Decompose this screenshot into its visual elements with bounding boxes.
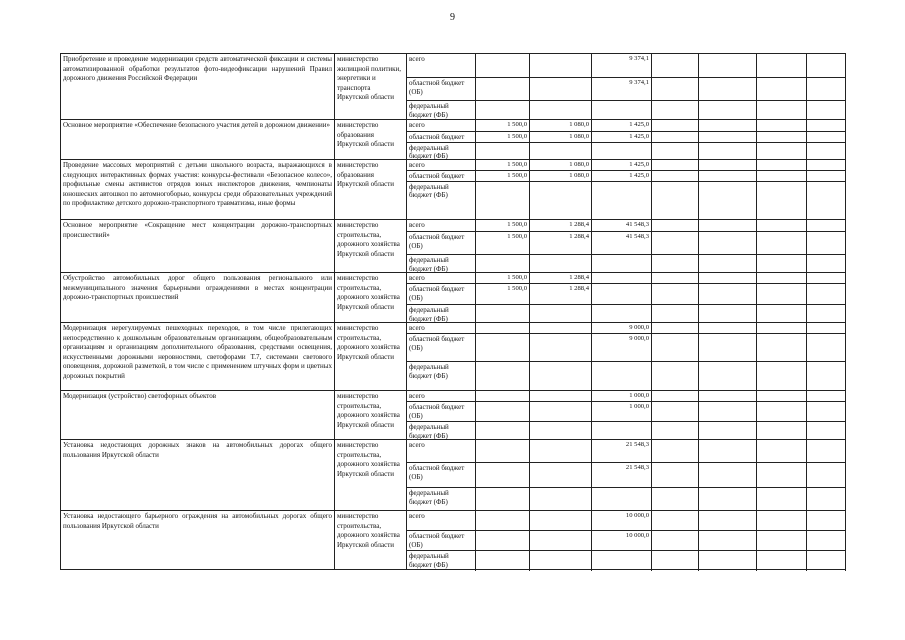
- empty-cell: [807, 531, 846, 550]
- empty-cell: [757, 391, 807, 401]
- value-cell: [592, 143, 652, 162]
- funding-row: [407, 488, 846, 512]
- empty-cell: [699, 232, 757, 254]
- executor-name: министерство строительства, дорожного хозяйства Иркутской области: [335, 440, 407, 510]
- value-cell: [530, 362, 592, 392]
- empty-cell: [699, 171, 757, 181]
- value-cell: [476, 78, 530, 100]
- value-cell: 1 500,0: [476, 132, 530, 142]
- empty-cell: [699, 284, 757, 304]
- funding-rows: [407, 120, 846, 159]
- measure-name: Модернизация (устройство) светофорных объектов: [61, 391, 335, 439]
- funding-row: [407, 171, 846, 182]
- executor-name: министерство строительства, дорожного хозяйства Иркутской области: [335, 220, 407, 272]
- empty-cell: [757, 220, 807, 231]
- empty-cell: [757, 101, 807, 121]
- empty-cell: [757, 132, 807, 142]
- empty-cell: [699, 551, 757, 571]
- funding-rows: [407, 511, 846, 569]
- value-cell: [592, 362, 652, 392]
- funding-source: всего: [407, 391, 476, 401]
- value-cell: 1 425,0: [592, 132, 652, 142]
- funding-source: федеральный бюджет (ФБ): [407, 182, 476, 222]
- value-cell: [530, 143, 592, 162]
- funding-row: [407, 182, 846, 222]
- funding-rows: [407, 440, 846, 510]
- value-cell: [476, 54, 530, 77]
- value-cell: [530, 78, 592, 100]
- value-cell: [530, 422, 592, 441]
- empty-cell: [652, 171, 699, 181]
- empty-cell: [757, 171, 807, 181]
- funding-source: федеральный бюджет (ФБ): [407, 551, 476, 571]
- value-cell: [530, 440, 592, 462]
- value-cell: [530, 334, 592, 361]
- value-cell: [530, 488, 592, 512]
- empty-cell: [757, 531, 807, 550]
- empty-cell: [757, 305, 807, 324]
- value-cell: [476, 511, 530, 530]
- value-cell: 1 288,4: [530, 232, 592, 254]
- funding-row: [407, 160, 846, 171]
- funding-source: федеральный бюджет (ФБ): [407, 143, 476, 162]
- value-cell: [476, 255, 530, 274]
- empty-cell: [807, 511, 846, 530]
- value-cell: [476, 334, 530, 361]
- funding-row: [407, 402, 846, 422]
- funding-row: [407, 284, 846, 305]
- value-cell: [592, 182, 652, 222]
- funding-row: [407, 54, 846, 78]
- empty-cell: [652, 220, 699, 231]
- empty-cell: [757, 362, 807, 392]
- value-cell: [476, 422, 530, 441]
- value-cell: [476, 323, 530, 333]
- value-cell: [476, 402, 530, 421]
- value-cell: [592, 488, 652, 512]
- empty-cell: [757, 182, 807, 222]
- value-cell: 1 288,4: [530, 220, 592, 231]
- empty-cell: [652, 551, 699, 571]
- empty-cell: [699, 182, 757, 222]
- empty-cell: [807, 422, 846, 441]
- empty-cell: [652, 284, 699, 304]
- value-cell: 1 425,0: [592, 160, 652, 170]
- value-cell: [530, 511, 592, 530]
- empty-cell: [757, 440, 807, 462]
- empty-cell: [757, 463, 807, 487]
- empty-cell: [807, 160, 846, 170]
- executor-name: министерство жилищной политики, энергетики и транспорта Иркутской области: [335, 54, 407, 119]
- value-cell: 1 500,0: [476, 284, 530, 304]
- empty-cell: [699, 273, 757, 283]
- program-row: [61, 54, 846, 120]
- empty-cell: [807, 78, 846, 100]
- empty-cell: [807, 171, 846, 181]
- value-cell: 9 000,0: [592, 323, 652, 333]
- empty-cell: [699, 402, 757, 421]
- empty-cell: [757, 511, 807, 530]
- empty-cell: [807, 182, 846, 222]
- program-row: [61, 120, 846, 160]
- value-cell: [476, 362, 530, 392]
- empty-cell: [699, 362, 757, 392]
- value-cell: [592, 422, 652, 441]
- funding-row: [407, 531, 846, 551]
- value-cell: [476, 182, 530, 222]
- value-cell: 10 000,0: [592, 531, 652, 550]
- funding-source: областной бюджет (ОБ): [407, 78, 476, 100]
- empty-cell: [807, 273, 846, 283]
- value-cell: 1 500,0: [476, 273, 530, 283]
- funding-source: всего: [407, 54, 476, 77]
- empty-cell: [757, 232, 807, 254]
- empty-cell: [807, 101, 846, 121]
- value-cell: 21 548,3: [592, 440, 652, 462]
- program-row: [61, 220, 846, 273]
- empty-cell: [699, 220, 757, 231]
- funding-row: [407, 132, 846, 143]
- program-row: [61, 391, 846, 440]
- funding-rows: [407, 54, 846, 119]
- funding-row: [407, 551, 846, 571]
- funding-row: [407, 511, 846, 531]
- empty-cell: [699, 334, 757, 361]
- funding-row: [407, 463, 846, 488]
- funding-source: всего: [407, 273, 476, 283]
- value-cell: 1 080,0: [530, 120, 592, 131]
- value-cell: 21 548,3: [592, 463, 652, 487]
- value-cell: [476, 305, 530, 324]
- empty-cell: [652, 362, 699, 392]
- empty-cell: [652, 273, 699, 283]
- executor-name: министерство строительства, дорожного хозяйства Иркутской области: [335, 323, 407, 390]
- empty-cell: [757, 334, 807, 361]
- empty-cell: [652, 101, 699, 121]
- funding-row: [407, 305, 846, 324]
- empty-cell: [757, 120, 807, 131]
- empty-cell: [699, 78, 757, 100]
- funding-source: областной бюджет: [407, 171, 476, 181]
- empty-cell: [652, 143, 699, 162]
- empty-cell: [652, 440, 699, 462]
- empty-cell: [807, 54, 846, 77]
- value-cell: [476, 440, 530, 462]
- funding-source: всего: [407, 511, 476, 530]
- value-cell: [476, 101, 530, 121]
- funding-source: федеральный бюджет (ФБ): [407, 362, 476, 392]
- value-cell: [530, 463, 592, 487]
- measure-name: Основное мероприятие «Сокращение мест концентрации дорожно-транспортных происшествий»: [61, 220, 335, 272]
- funding-source: областной бюджет: [407, 132, 476, 142]
- empty-cell: [807, 132, 846, 142]
- measure-name: Установка недостающего барьерного ограждения на автомобильных дорогах общего пользования Иркутской области: [61, 511, 335, 569]
- value-cell: [530, 54, 592, 77]
- value-cell: [530, 255, 592, 274]
- funding-row: [407, 362, 846, 392]
- empty-cell: [652, 402, 699, 421]
- value-cell: [530, 391, 592, 401]
- empty-cell: [699, 488, 757, 512]
- empty-cell: [699, 54, 757, 77]
- value-cell: [592, 273, 652, 283]
- funding-row: [407, 273, 846, 284]
- value-cell: [530, 182, 592, 222]
- empty-cell: [652, 422, 699, 441]
- funding-source: федеральный бюджет (ФБ): [407, 488, 476, 512]
- empty-cell: [652, 463, 699, 487]
- value-cell: 1 500,0: [476, 220, 530, 231]
- executor-name: министерство строительства, дорожного хозяйства Иркутской области: [335, 511, 407, 569]
- funding-rows: [407, 220, 846, 272]
- value-cell: 1 425,0: [592, 171, 652, 181]
- value-cell: 41 548,3: [592, 232, 652, 254]
- program-row: [61, 160, 846, 220]
- empty-cell: [757, 255, 807, 274]
- empty-cell: [652, 488, 699, 512]
- funding-row: [407, 440, 846, 463]
- empty-cell: [699, 440, 757, 462]
- funding-source: всего: [407, 160, 476, 170]
- measure-name: Обустройство автомобильных дорог общего пользования регионального или межмуниципального значения барьерными ограждениями в местах концентрации дорожно-транспортных происшествий: [61, 273, 335, 322]
- value-cell: [592, 101, 652, 121]
- empty-cell: [652, 120, 699, 131]
- funding-source: всего: [407, 220, 476, 231]
- empty-cell: [807, 362, 846, 392]
- value-cell: [530, 101, 592, 121]
- empty-cell: [699, 120, 757, 131]
- funding-rows: [407, 323, 846, 390]
- empty-cell: [807, 284, 846, 304]
- funding-source: областной бюджет (ОБ): [407, 284, 476, 304]
- funding-row: [407, 323, 846, 334]
- empty-cell: [757, 551, 807, 571]
- funding-rows: [407, 391, 846, 439]
- value-cell: [476, 463, 530, 487]
- funding-row: [407, 422, 846, 441]
- value-cell: [476, 143, 530, 162]
- empty-cell: [807, 120, 846, 131]
- empty-cell: [652, 531, 699, 550]
- value-cell: 1 288,4: [530, 284, 592, 304]
- executor-name: министерство строительства, дорожного хозяйства Иркутской области: [335, 273, 407, 322]
- value-cell: [530, 323, 592, 333]
- empty-cell: [807, 463, 846, 487]
- value-cell: 9 374,1: [592, 78, 652, 100]
- value-cell: 1 080,0: [530, 132, 592, 142]
- value-cell: [530, 531, 592, 550]
- value-cell: 1 500,0: [476, 120, 530, 131]
- empty-cell: [652, 255, 699, 274]
- empty-cell: [757, 284, 807, 304]
- funding-source: федеральный бюджет (ФБ): [407, 422, 476, 441]
- empty-cell: [807, 488, 846, 512]
- funding-source: всего: [407, 120, 476, 131]
- empty-cell: [807, 334, 846, 361]
- funding-row: [407, 255, 846, 274]
- value-cell: [592, 305, 652, 324]
- empty-cell: [652, 232, 699, 254]
- funding-rows: [407, 273, 846, 322]
- value-cell: 1 000,0: [592, 402, 652, 421]
- program-row: [61, 273, 846, 323]
- empty-cell: [757, 488, 807, 512]
- value-cell: [592, 551, 652, 571]
- empty-cell: [757, 143, 807, 162]
- empty-cell: [699, 531, 757, 550]
- funding-row: [407, 391, 846, 402]
- value-cell: [476, 488, 530, 512]
- value-cell: [592, 255, 652, 274]
- executor-name: министерство строительства, дорожного хозяйства Иркутской области: [335, 391, 407, 439]
- value-cell: 1 500,0: [476, 171, 530, 181]
- funding-source: областной бюджет (ОБ): [407, 402, 476, 421]
- empty-cell: [757, 273, 807, 283]
- program-row: [61, 440, 846, 511]
- value-cell: [476, 531, 530, 550]
- funding-row: [407, 120, 846, 132]
- funding-source: всего: [407, 440, 476, 462]
- page-number: 9: [450, 12, 455, 23]
- budget-table: [60, 53, 846, 570]
- empty-cell: [652, 391, 699, 401]
- empty-cell: [699, 101, 757, 121]
- value-cell: 1 080,0: [530, 171, 592, 181]
- program-row: [61, 511, 846, 570]
- measure-name: Приобретение и проведение модернизации средств автоматической фиксации и системы автоматизированной обработки результатов фото-видеофиксации нарушений Правил дорожного движения Российской Федерации: [61, 54, 335, 119]
- empty-cell: [699, 463, 757, 487]
- empty-cell: [807, 143, 846, 162]
- value-cell: 1 288,4: [530, 273, 592, 283]
- value-cell: [530, 305, 592, 324]
- empty-cell: [807, 255, 846, 274]
- funding-source: федеральный бюджет (ФБ): [407, 305, 476, 324]
- empty-cell: [652, 132, 699, 142]
- funding-source: областной бюджет (ОБ): [407, 463, 476, 487]
- empty-cell: [757, 422, 807, 441]
- value-cell: 10 000,0: [592, 511, 652, 530]
- empty-cell: [652, 78, 699, 100]
- value-cell: 9 374,1: [592, 54, 652, 77]
- measure-name: Модернизация нерегулируемых пешеходных переходов, в том числе прилегающих непосредственно к дошкольным образовательным организациям, общеобразовательным организациям и организациям дополнительного образования, средствами освещения, искусственными дорожными неровностями, светофорами Т.7, системами светового оповещения, дорожной разметкой, в том числе с применением штучных форм и цветных дорожных покрытий: [61, 323, 335, 390]
- measure-name: Основное мероприятие «Обеспечение безопасного участия детей в дорожном движении»: [61, 120, 335, 159]
- value-cell: [476, 551, 530, 571]
- funding-row: [407, 78, 846, 101]
- empty-cell: [699, 132, 757, 142]
- empty-cell: [699, 305, 757, 324]
- value-cell: [530, 402, 592, 421]
- empty-cell: [757, 160, 807, 170]
- empty-cell: [699, 391, 757, 401]
- value-cell: 1 500,0: [476, 232, 530, 254]
- value-cell: [592, 284, 652, 304]
- measure-name: Установка недостающих дорожных знаков на автомобильных дорогах общего пользования Иркутской области: [61, 440, 335, 510]
- empty-cell: [699, 143, 757, 162]
- empty-cell: [699, 255, 757, 274]
- funding-source: федеральный бюджет (ФБ): [407, 101, 476, 121]
- empty-cell: [699, 323, 757, 333]
- empty-cell: [699, 160, 757, 170]
- funding-row: [407, 101, 846, 121]
- empty-cell: [652, 511, 699, 530]
- empty-cell: [807, 323, 846, 333]
- funding-row: [407, 220, 846, 232]
- empty-cell: [652, 334, 699, 361]
- executor-name: министерство образования Иркутской области: [335, 160, 407, 219]
- value-cell: 1 080,0: [530, 160, 592, 170]
- empty-cell: [699, 511, 757, 530]
- empty-cell: [757, 54, 807, 77]
- empty-cell: [652, 323, 699, 333]
- value-cell: 9 000,0: [592, 334, 652, 361]
- funding-row: [407, 232, 846, 255]
- empty-cell: [652, 160, 699, 170]
- empty-cell: [807, 391, 846, 401]
- funding-row: [407, 143, 846, 162]
- value-cell: [476, 391, 530, 401]
- value-cell: [530, 551, 592, 571]
- funding-source: областной бюджет (ОБ): [407, 531, 476, 550]
- empty-cell: [807, 220, 846, 231]
- empty-cell: [807, 551, 846, 571]
- empty-cell: [757, 78, 807, 100]
- empty-cell: [652, 305, 699, 324]
- value-cell: 1 000,0: [592, 391, 652, 401]
- value-cell: 1 500,0: [476, 160, 530, 170]
- value-cell: 1 425,0: [592, 120, 652, 131]
- empty-cell: [757, 402, 807, 421]
- empty-cell: [652, 54, 699, 77]
- empty-cell: [807, 440, 846, 462]
- measure-name: Проведение массовых мероприятий с детьми школьного возраста, выражающихся в следующих интерактивных формах участия: конкурсы-фестивали «Безопасное колесо», профильные смены активистов отрядов юных инспекторов движения, чемпионаты юношеских автошкол по автомногоборью, конкурсы среди образовательных учреждений по профилактике детского дорожно-транспортного травматизма, иные формы: [61, 160, 335, 219]
- executor-name: министерство образования Иркутской области: [335, 120, 407, 159]
- funding-source: федеральный бюджет (ФБ): [407, 255, 476, 274]
- empty-cell: [652, 182, 699, 222]
- value-cell: 41 548,3: [592, 220, 652, 231]
- funding-source: всего: [407, 323, 476, 333]
- funding-rows: [407, 160, 846, 219]
- empty-cell: [807, 232, 846, 254]
- funding-source: областной бюджет (ОБ): [407, 232, 476, 254]
- empty-cell: [699, 422, 757, 441]
- empty-cell: [807, 305, 846, 324]
- empty-cell: [757, 323, 807, 333]
- program-row: [61, 323, 846, 391]
- funding-row: [407, 334, 846, 362]
- funding-source: областной бюджет (ОБ): [407, 334, 476, 361]
- empty-cell: [807, 402, 846, 421]
